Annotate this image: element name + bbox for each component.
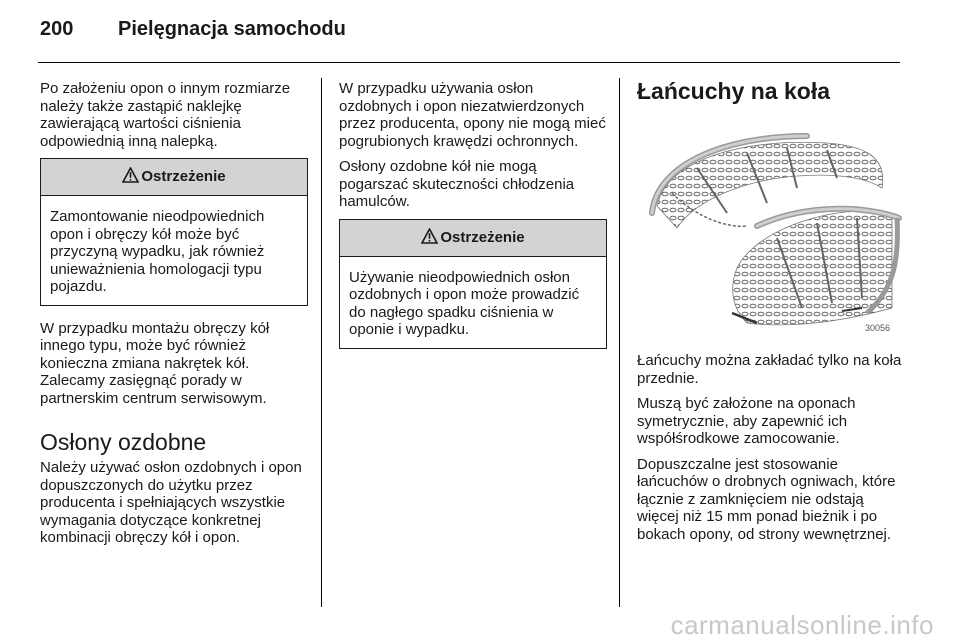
warning-header: [41, 159, 307, 196]
section-title-snow-chains: Łańcuchy na koła: [637, 78, 831, 104]
warning-header: [340, 220, 606, 257]
page-number: 200: [40, 18, 74, 40]
paragraph-brake-cooling: Osłony ozdobne kół nie mogą pogarszać skuteczności chłodzenia hamulców.: [339, 158, 575, 210]
warning-triangle-icon: [122, 167, 139, 183]
snow-chains-drawing: [637, 118, 903, 338]
warning-box-rims: [40, 158, 308, 306]
paragraph-front-wheels: Łańcuchy można zakładać tylko na koła przednie.: [637, 352, 902, 387]
column-1: [40, 80, 308, 555]
column-divider-2: [619, 78, 620, 607]
snow-chains-illustration: [637, 118, 903, 338]
warning-title: Ostrzeżenie: [141, 168, 226, 185]
page-title: Pielęgnacja samochodu: [118, 18, 346, 40]
warning-text: Używanie nieodpowiednich osłon ozdobnych i opon może prowadzić do nagłego spadku ciśnienia w oponie i wypadku.: [349, 268, 580, 338]
page-header: [40, 14, 900, 50]
header-divider: [38, 62, 900, 63]
warning-title: Ostrzeżenie: [440, 228, 525, 246]
paragraph-wheel-nuts: W przypadku montażu obręczy kół innego typu, może być również konieczna zmiana nakrętek kół. Zalecamy zasięgnąć porady w partnerskim centrum serwisowym.: [40, 319, 270, 407]
figure-number: 30056: [865, 323, 891, 333]
paragraph-symmetric: Muszą być założone na oponach symetrycznie, aby zapewnić ich współśrodkowe zamocowanie.: [637, 395, 856, 447]
section-title-hubcaps: Osłony ozdobne: [40, 429, 207, 455]
warning-box-hubcaps: [339, 219, 607, 349]
paragraph-unapproved-hubcaps: W przypadku używania osłon ozdobnych i opon niezatwierdzonych przez producenta, opony nie mogą mieć pogrubionych krawędzi ochronnych.: [339, 80, 606, 150]
warning-triangle-icon: [421, 228, 438, 244]
warning-text: Zamontowanie nieodpowiednich opon i obręczy kół może być przyczyną wypadku, jak również unieważnienia homologacji typu pojazdu.: [50, 208, 265, 295]
column-divider-1: [321, 78, 322, 607]
watermark: carmanualsonline.info: [670, 610, 934, 640]
paragraph-tire-label: Po założeniu opon o innym rozmiarze należy także zastąpić naklejkę zawierającą wartości ciśnienia odpowiednią inną nalepką.: [40, 80, 291, 150]
column-3: [637, 80, 905, 551]
column-2: [339, 80, 607, 363]
paragraph-hubcaps: Należy używać osłon ozdobnych i opon dopuszczonych do użytku przez producenta i spełniających wszystkie wymagania dotyczące konkretnej kombinacji obręczy kół i opon.: [40, 459, 302, 546]
paragraph-fine-link-chains: Dopuszczalne jest stosowanie łańcuchów o drobnych ogniwach, które łącznie z zamknięciem nie odstają więcej niż 15 mm ponad bieżnik i po bokach opony, od strony wewnętrznej.: [637, 455, 896, 543]
